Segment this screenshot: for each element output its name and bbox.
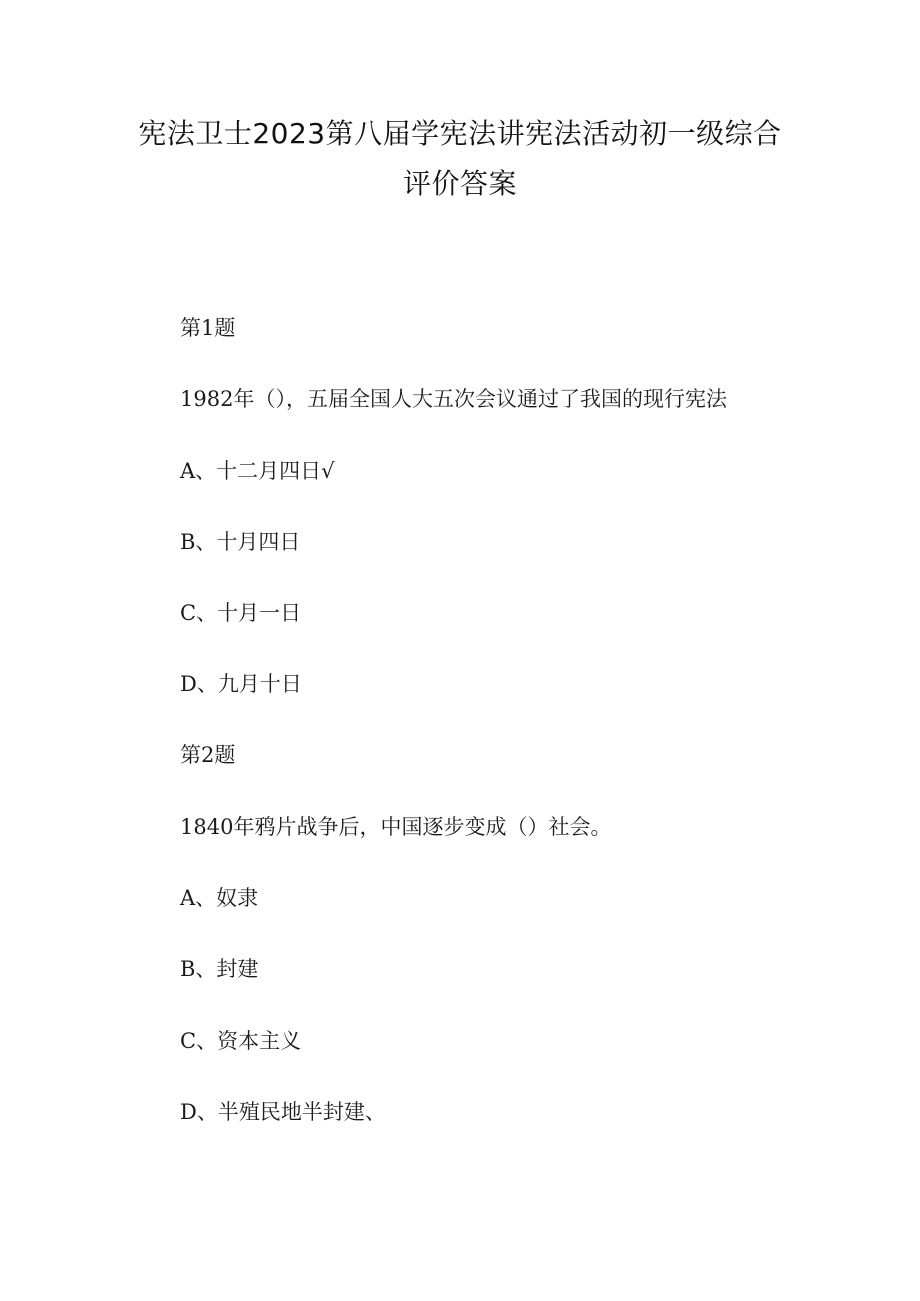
question-1-option-d: D、九月十日	[180, 672, 302, 696]
document-title-line1: 宪法卫士2023第八届学宪法讲宪法活动初一级综合	[138, 117, 782, 150]
question-2-option-b: B、封建	[180, 957, 259, 981]
question-2-option-d: D、半殖民地半封建、	[180, 1100, 386, 1124]
question-1-option-b: B、十月四日	[180, 530, 301, 554]
question-2-option-a: A、奴隶	[180, 886, 259, 910]
question-1-option-a: A、十二月四日√	[180, 459, 335, 483]
document-title-line2: 评价答案	[402, 167, 517, 200]
question-1-label: 第1题	[180, 316, 236, 340]
question-2-option-c: C、资本主义	[180, 1029, 302, 1053]
question-2-label: 第2题	[180, 743, 236, 767]
question-1-option-c: C、十月一日	[180, 601, 302, 625]
question-2-text: 1840年鸦片战争后，中国逐步变成（）社会。	[180, 815, 612, 839]
question-1-text: 1982年（），五届全国人大五次会议通过了我国的现行宪法	[180, 387, 727, 411]
